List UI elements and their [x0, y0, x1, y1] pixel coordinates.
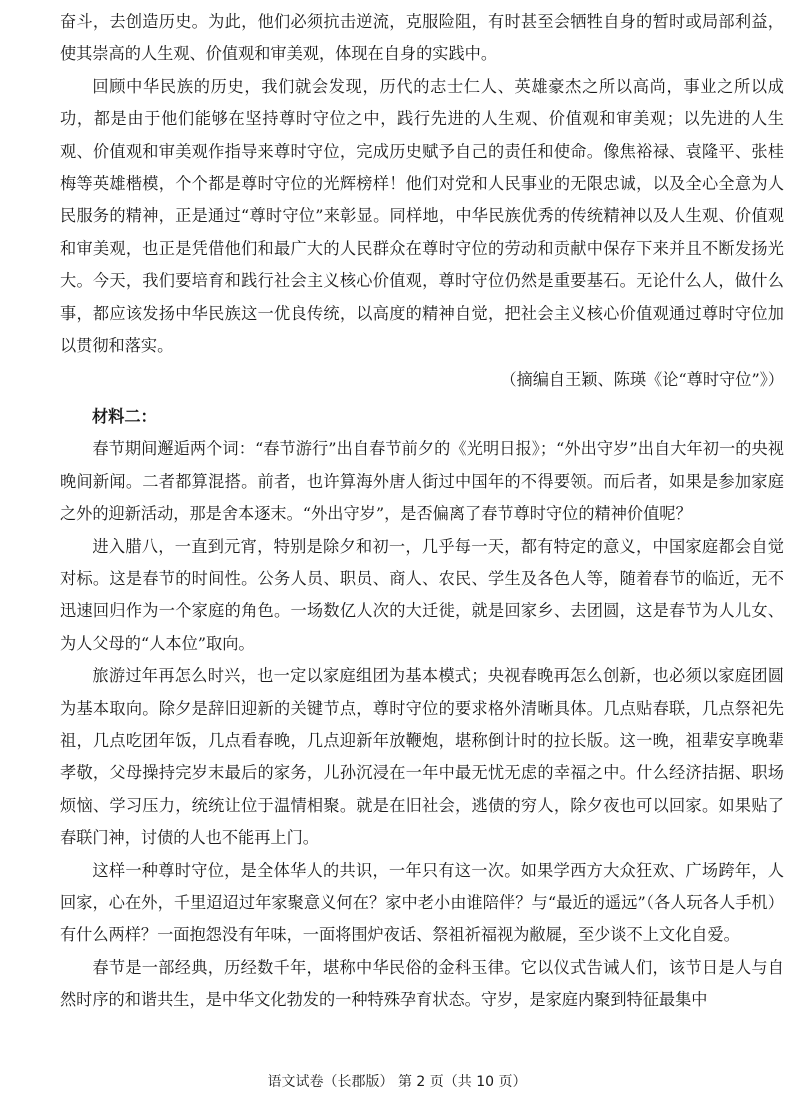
- page-footer: 语文试卷（长郡版） 第 2 页（共 10 页）: [267, 1074, 527, 1090]
- source-citation: （摘编自王颖、陈瑛《论“尊时守位”》）: [500, 370, 784, 390]
- paragraph-history: 回顾中华民族的历史，我们就会发现，历代的志士仁人、英雄豪杰之所以高尚，事业之所以成功，都是由于他们能够在坚持尊时守位之中，践行先进的人生观、价值观和审美观；以先进的人生观、价值观和审美观作指导来尊时守位，完成历史赋予自己的责任和使命。像焦裕禄、袁隆平、张桂梅等英雄楷模，个个都是尊时守位的光辉榜样！他们对党和人民事业的无限忠诚，以及全心全意为人民服务的精神，正是通过“尊时守位”来彰显。同样地，中华民族优秀的传统精神以及人生观、价值观和审美观，也正是凭借他们和最广大的人民群众在尊时守位的劳动和贡献中保存下来并且不断发扬光大。今天，我们要培育和践行社会主义核心价值观，尊时守位仍然是重要基石。无论什么人，做什么事，都应该发扬中华民族这一优良传统，以高度的精神自觉，把社会主义核心价值观通过尊时守位加以贯彻和落实。: [60, 76, 784, 356]
- paragraph-time-nature: 进入腊八，一直到元宵，特别是除夕和初一，几乎每一天，都有特定的意义，中国家庭都会自觉对标。这是春节的时间性。公务人员、职员、商人、农民、学生及各色人等，随着春节的临近，无不迅速回归作为一个家庭的角色。一场数亿人次的大迁徙，就是回家乡、去团圆，这是春节为人儿女、为人父母的“人本位”取向。: [60, 536, 784, 653]
- paragraph-continued: 奋斗，去创造历史。为此，他们必须抗击逆流，克服险阻，有时甚至会牺牲自身的暂时或局部利益，使其崇高的人生观、价值观和审美观，体现在自身的实践中。: [60, 12, 784, 64]
- section-heading: 材料二：: [92, 406, 157, 426]
- paragraph-consensus: 这样一种尊时守位，是全体华人的共识，一年只有这一次。如果学西方大众狂欢、广场跨年，人回家，心在外，千里迢迢过年家聚意义何在？家中老小由谁陪伴？与“最近的遥远”（各人玩各人手机）有什么两样？一面抱怨没有年味，一面将围炉夜话、祭祖祈福视为敝屣，至少谈不上文化自爱。: [60, 860, 784, 945]
- paragraph-spring-festival-terms: 春节期间邂逅两个词：“春节游行”出自春节前夕的《光明日报》；“外出守岁”出自大年初一的央视晚间新闻。二者都算混搭。前者，也许算海外唐人街过中国年的不得要领。而后者，如果是参加家庭之外的迎新活动，那是舍本逐末。“外出守岁”，是否偏离了春节尊时守位的精神价值呢？: [60, 439, 784, 524]
- paragraph-classic: 春节是一部经典，历经数千年，堪称中华民俗的金科玉律。它以仪式告诫人们，该节日是人与自然时序的和谐共生，是中华文化勃发的一种特殊孕育状态。守岁，是家庭内聚到特征最集中: [60, 957, 784, 1010]
- page-content: [60, 6, 784, 1017]
- paragraph-new-year-eve: 旅游过年再怎么时兴，也一定以家庭组团为基本模式；央视春晚再怎么创新，也必须以家庭团圆为基本取向。除夕是辞旧迎新的关键节点，尊时守位的要求格外清晰具体。几点贴春联，几点祭祀先祖，几点吃团年饭，几点看春晚，几点迎新年放鞭炮，堪称倒计时的拉长版。这一晚，祖辈安享晚辈孝敬，父母操持完岁末最后的家务，儿孙沉浸在一年中最无忧无虑的幸福之中。什么经济拮据、职场烦恼、学习压力，统统让位于温情相聚。就是在旧社会，逃债的穷人，除夕夜也可以回家。如果贴了春联门神，讨债的人也不能再上门。: [60, 666, 784, 848]
